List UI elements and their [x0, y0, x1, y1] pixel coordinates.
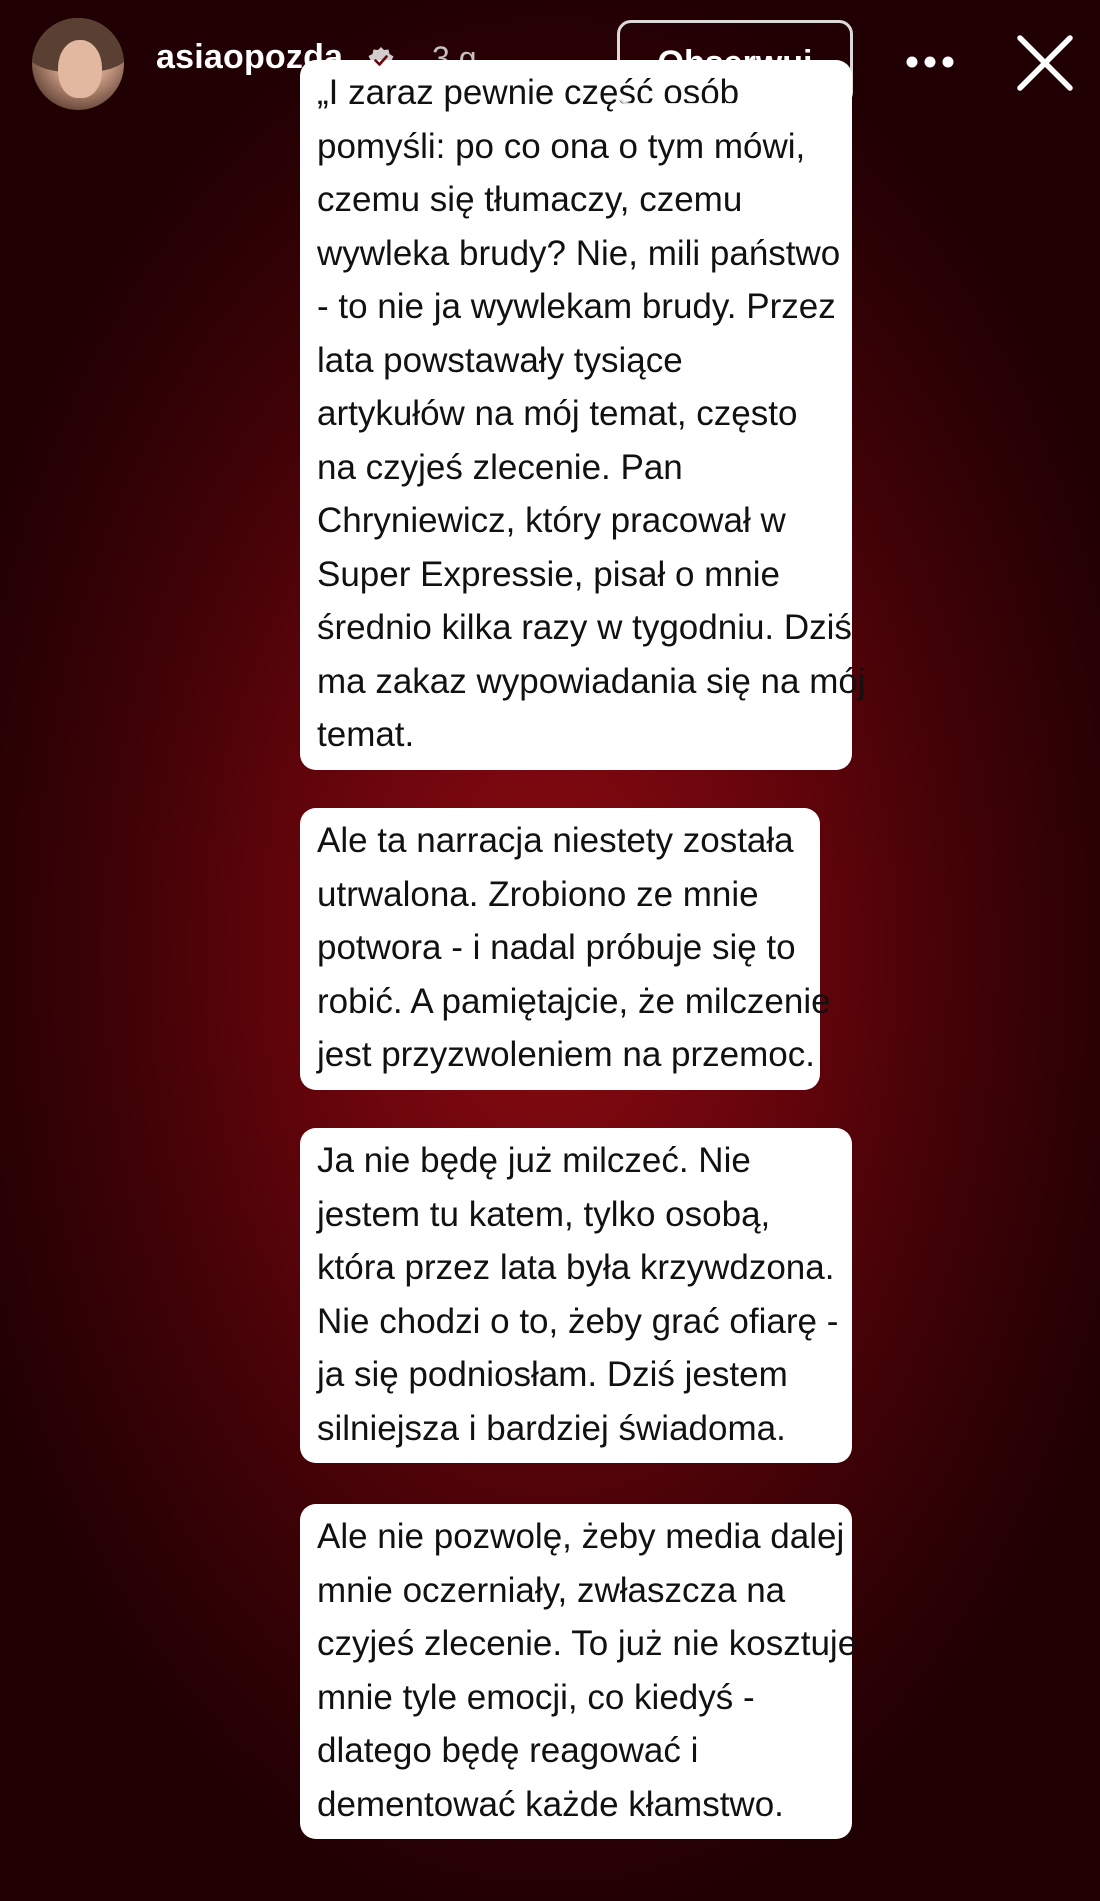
text-line: utrwalona. Zrobiono ze mnie: [317, 874, 759, 914]
verified-badge-icon: [367, 46, 395, 74]
text-line: robić. A pamiętajcie, że milczenie: [317, 981, 831, 1021]
text-line: artykułów na mój temat, często: [317, 394, 798, 433]
text-line: jest przyzwoleniem na przemoc.: [317, 1035, 815, 1074]
text-line: silniejsza i bardziej świadoma.: [317, 1408, 786, 1448]
text-line: czyjeś zlecenie. To już nie kosztuje: [317, 1624, 858, 1663]
text-line: ma zakaz wypowiadania się na mój: [317, 661, 866, 701]
text-line: która przez lata była krzywdzona.: [317, 1248, 835, 1287]
text-line: Ale nie pozwolę, żeby media dalej: [317, 1517, 845, 1556]
text-line: średnio kilka razy w tygodniu. Dziś: [317, 608, 852, 647]
text-line: lata powstawały tysiące: [317, 340, 683, 380]
more-horizontal-icon[interactable]: [904, 40, 956, 84]
text-line: temat.: [317, 715, 415, 754]
text-line: na czyjeś zlecenie. Pan: [317, 447, 683, 487]
text-line: Super Expressie, pisał o mnie: [317, 554, 780, 594]
text-line: Chryniewicz, który pracował w: [317, 501, 786, 540]
text-line: mnie oczerniały, zwłaszcza na: [317, 1570, 786, 1610]
text-line: ja się podniosłam. Dziś jestem: [317, 1355, 788, 1394]
text-line: Ja nie będę już milczeć. Nie: [317, 1141, 751, 1180]
text-line: mnie tyle emocji, co kiedyś -: [317, 1677, 755, 1717]
text-line: pomyśli: po co ona o tym mówi,: [317, 126, 806, 166]
text-line: potwora - i nadal próbuje się to: [317, 928, 796, 967]
follow-button[interactable]: Obserwuj: [617, 20, 853, 106]
text-line: wywleka brudy? Nie, mili państwo: [317, 233, 841, 273]
story-header: [0, 0, 1100, 130]
text-bubble-1: [300, 60, 866, 770]
text-line: jestem tu katem, tylko osobą,: [317, 1194, 771, 1234]
text-bubble-2: [300, 808, 831, 1090]
text-line: Nie chodzi o to, żeby grać ofiarę -: [317, 1301, 839, 1341]
post-time: 3 g: [432, 40, 477, 76]
text-line: dlatego będę reagować i: [317, 1731, 699, 1770]
text-bubble-3: [300, 1128, 852, 1463]
close-icon[interactable]: [1012, 30, 1078, 96]
text-bubble-4: [300, 1504, 858, 1839]
avatar[interactable]: [32, 18, 124, 110]
text-line: czemu się tłumaczy, czemu: [317, 180, 743, 219]
text-line: - to nie ja wywlekam brudy. Przez: [317, 287, 836, 326]
text-line: dementować każde kłamstwo.: [317, 1784, 784, 1824]
username[interactable]: asiaopozda: [156, 38, 344, 76]
avatar-face: [58, 40, 102, 98]
text-line: Ale ta narracja niestety została: [317, 821, 794, 860]
text-line: „I zaraz pewnie część osób: [317, 73, 740, 112]
